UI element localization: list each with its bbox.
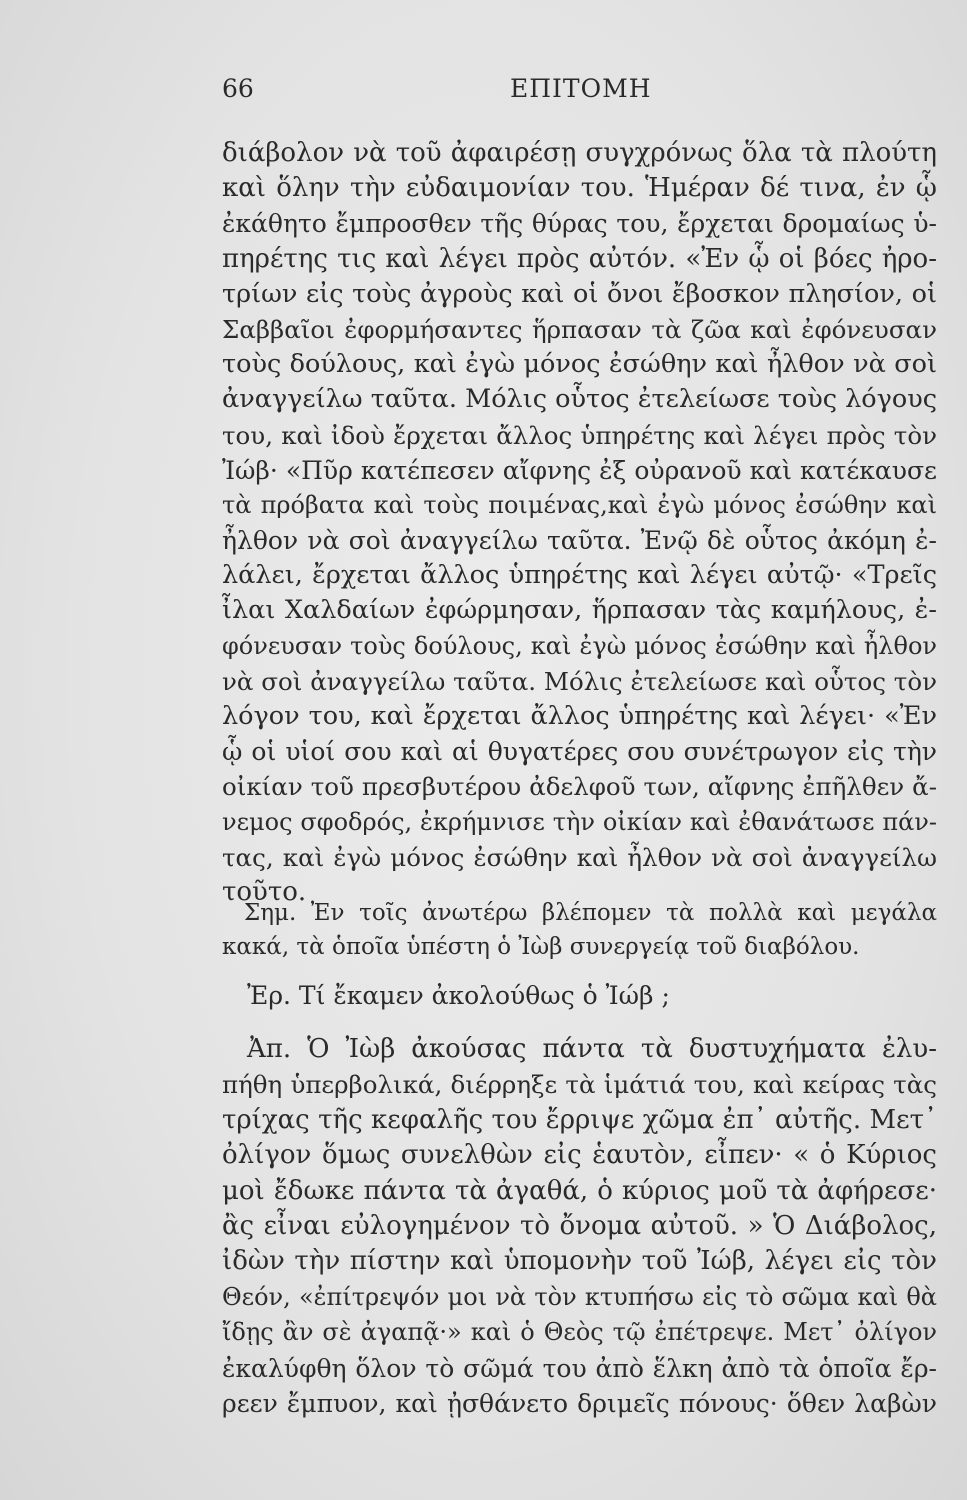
text-line: νεμος σφοδρός, ἐκρήμνισε τὴν οἰκίαν καὶ ἐθανάτωσε πάν- [222, 807, 937, 836]
text-line: λάλει, ἔρχεται ἄλλος ὑπηρέτης καὶ λέγει αὐτῷ· «Τρεῖς [222, 560, 937, 591]
text-line: τοῦτο. [222, 876, 307, 907]
main-paragraph [222, 136, 937, 910]
text-line: ᾧ οἱ υἱοί σου καὶ αἱ θυγατέρες σου συνέτρωγον εἰς τὴν [222, 737, 937, 767]
text-line: καὶ ὅλην τὴν εὐδαιμονίαν του. Ἡμέραν δέ τινα, ἐν ᾧ [222, 173, 937, 204]
text-line: οἰκίαν τοῦ πρεσβυτέρου ἀδελφοῦ των, αἴφνης ἐπῆλθεν ἄ- [222, 772, 937, 802]
answer-line: Ἀπ. Ὁ Ἰὼβ ἀκούσας πάντα τὰ δυστυχήματα ἐλυ- [247, 1034, 937, 1064]
answer-line: ἂς εἶναι εὐλογημένον τὸ ὄνομα αὐτοῦ. » Ὁ Διάβολος, [222, 1210, 937, 1241]
answer-line: ρεεν ἔμπυον, καὶ ᾐσθάνετο δριμεῖς πόνους· ὅθεν λαβὼν [222, 1388, 937, 1418]
answer-line: Θεόν, «ἐπίτρεψόν μοι νὰ τὸν κτυπήσω εἰς τὸ σῶμα καὶ θὰ [222, 1282, 937, 1311]
answer-line: ἰδὼν τὴν πίστην καὶ ὑπομονὴν τοῦ Ἰώβ, λέγει εἰς τὸν [222, 1246, 937, 1277]
text-line: Ἰώβ· «Πῦρ κατέπεσεν αἴφνης ἐξ οὐρανοῦ καὶ κατέκαυσε [222, 455, 937, 485]
text-line: ἦλθον νὰ σοὶ ἀναγγείλω ταῦτα. Ἐνῷ δὲ οὗτος ἀκόμη ἐ- [222, 526, 937, 556]
text-line: τας, καὶ ἐγὼ μόνος ἐσώθην καὶ ἦλθον νὰ σοὶ ἀναγγείλω [222, 842, 937, 872]
text-line: ἶλαι Χαλδαίων ἐφώρμησαν, ἥρπασαν τὰς καμήλους, ἐ- [222, 595, 937, 626]
answer-line: μοὶ ἔδωκε πάντα τὰ ἀγαθά, ὁ κύριος μοῦ τὰ ἀφήρεσε· [222, 1175, 937, 1206]
text-line: πηρέτης τις καὶ λέγει πρὸς αὐτόν. «Ἐν ᾧ οἱ βόες ἠρο- [222, 243, 937, 274]
answer-line: ὀλίγον ὅμως συνελθὼν εἰς ἑαυτὸν, εἶπεν· « ὁ Κύριος [222, 1140, 937, 1171]
text-line: Σαββαῖοι ἐφορμήσαντες ἥρπασαν τὰ ζῶα καὶ ἐφόνευσαν [222, 314, 937, 344]
answer-paragraph [222, 1032, 937, 1421]
text-line: νὰ σοὶ ἀναγγείλω ταῦτα. Μόλις ἐτελείωσε καὶ οὗτος τὸν [222, 666, 937, 696]
note-line: κακά, τὰ ὁποῖα ὑπέστη ὁ Ἰὼβ συνεργείᾳ τοῦ διαβόλου. [222, 934, 860, 960]
page-number: 66 [222, 74, 254, 103]
text-line: φόνευσαν τοὺς δούλους, καὶ ἐγὼ μόνος ἐσώθην καὶ ἦλθον [222, 631, 937, 660]
text-line: λόγον του, καὶ ἔρχεται ἄλλος ὑπηρέτης καὶ λέγει· «Ἐν [222, 701, 937, 731]
running-head [222, 74, 937, 108]
text-line: ἐκάθητο ἔμπροσθεν τῆς θύρας του, ἔρχεται δρομαίως ὑ- [222, 209, 937, 239]
note-paragraph [222, 896, 937, 964]
text-line: τοὺς δούλους, καὶ ἐγὼ μόνος ἐσώθην καὶ ἦλθον νὰ σοὶ [222, 349, 937, 380]
text-line: του, καὶ ἰδοὺ ἔρχεται ἄλλος ὑπηρέτης καὶ λέγει πρὸς τὸν [222, 420, 937, 450]
text-line: τρίων εἰς τοὺς ἀγροὺς καὶ οἱ ὄνοι ἔβοσκον πλησίον, οἱ [222, 278, 937, 309]
note-line: Σημ. Ἐν τοῖς ἀνωτέρω βλέπομεν τὰ πολλὰ καὶ μεγάλα [244, 900, 937, 926]
text-line: τὰ πρόβατα καὶ τοὺς ποιμένας,καὶ ἐγὼ μόνος ἐσώθην καὶ [222, 490, 937, 519]
answer-line: τρίχας τῆς κεφαλῆς του ἔρριψε χῶμα ἐπ᾽ αὐτῆς. Μετ᾽ [222, 1104, 937, 1135]
running-title: ΕΠΙΤΟΜΗ [510, 74, 652, 103]
answer-line: ἴδῃς ἂν σὲ ἀγαπᾷ·» καὶ ὁ Θεὸς τῷ ἐπέτρεψε. Μετ᾽ ὀλίγον [222, 1318, 937, 1347]
question-line: Ἐρ. Τί ἔκαμεν ἀκολούθως ὁ Ἰώβ ; [247, 981, 670, 1010]
answer-line: ἐκαλύφθη ὅλον τὸ σῶμά του ἀπὸ ἕλκη ἀπὸ τὰ ὁποῖα ἔρ- [222, 1353, 937, 1383]
text-line: ἀναγγείλω ταῦτα. Μόλις οὗτος ἐτελείωσε τοὺς λόγους [222, 384, 937, 415]
answer-line: πήθη ὑπερβολικά, διέρρηξε τὰ ἱμάτιά του, καὶ κείρας τὰς [222, 1070, 937, 1100]
text-line: διάβολον νὰ τοῦ ἀφαιρέσῃ συγχρόνως ὅλα τὰ πλούτη [222, 138, 937, 168]
